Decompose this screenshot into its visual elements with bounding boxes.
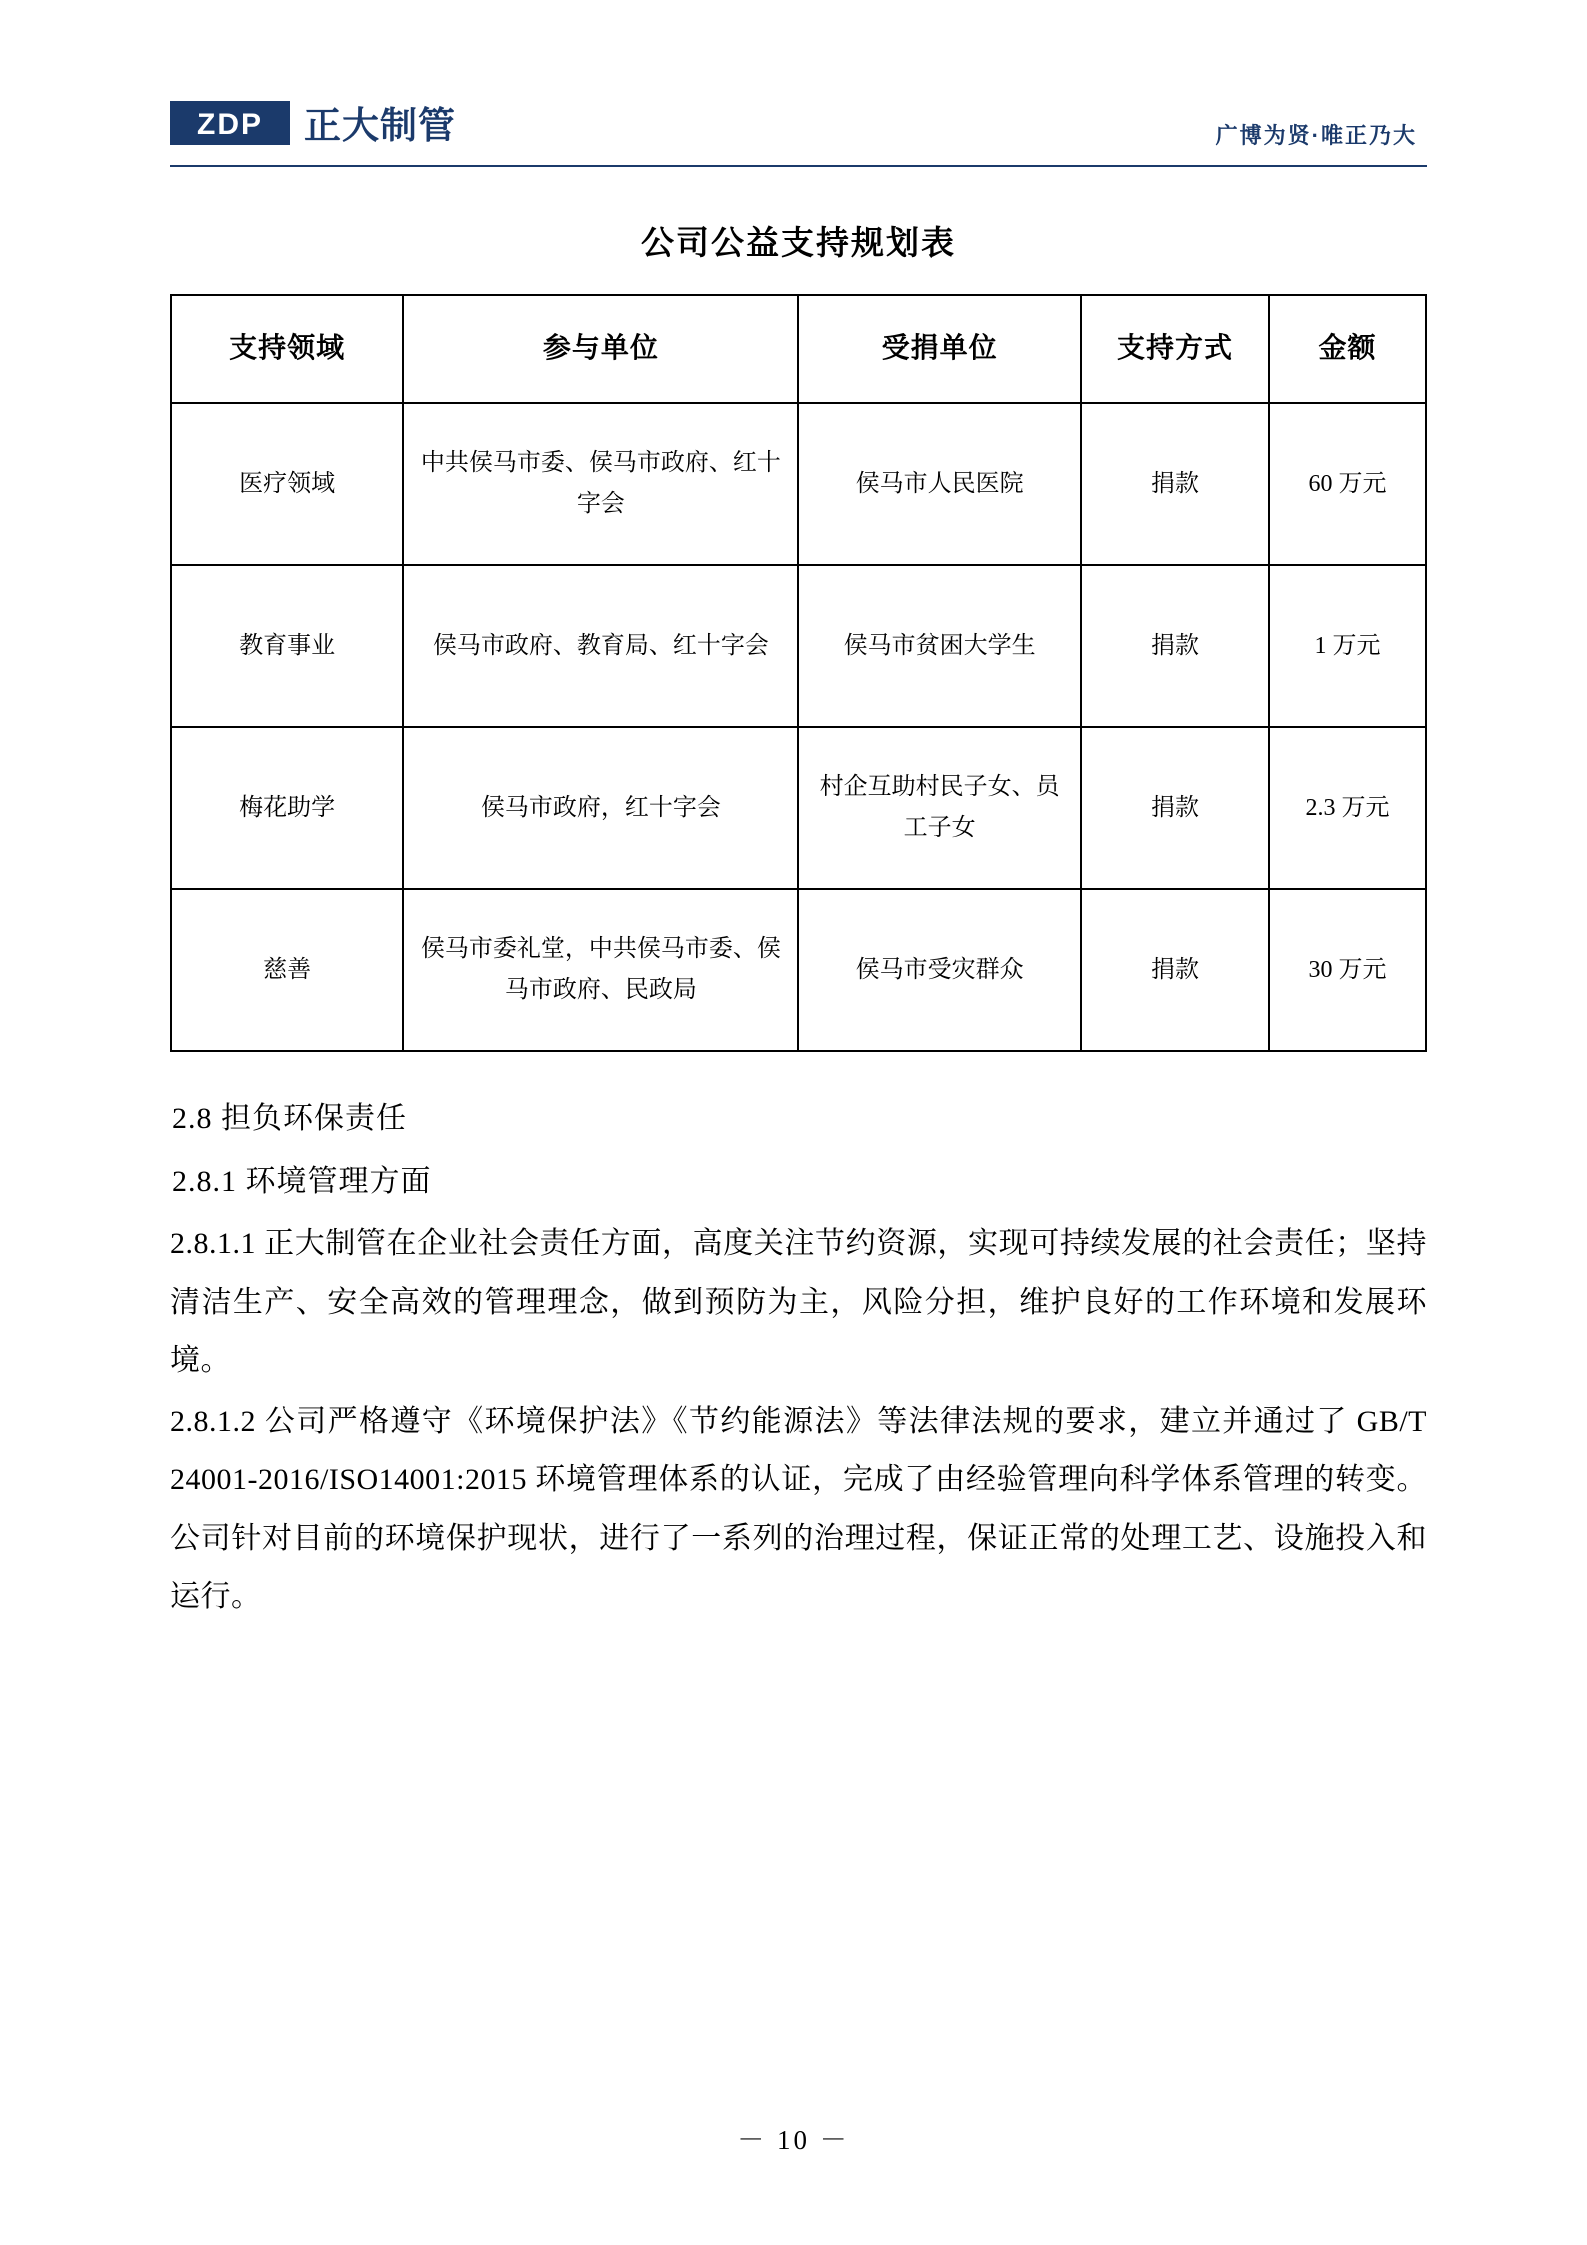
paragraph-2-8-1-2: 2.8.1.2 公司严格遵守《环境保护法》《节约能源法》等法律法规的要求，建立并通过了 GB/T 24001-2016/ISO14001:2015 环境管理体系的认证，完成了由经验管理向科学体系管理的转变。公司针对目前的环境保护现状，进行了一系列的治理过程，保证正常的处理工艺、设施投入和运行。 — [170, 1404, 1427, 1613]
table-row — [171, 403, 1426, 565]
cell-participants: 侯马市政府、教育局、红十字会 — [403, 565, 798, 727]
cell-field: 教育事业 — [171, 565, 403, 727]
cell-amount: 1 万元 — [1269, 565, 1426, 727]
cell-amount: 2.3 万元 — [1269, 727, 1426, 889]
cell-participants: 侯马市委礼堂，中共侯马市委、侯马市政府、民政局 — [403, 889, 798, 1051]
section-heading: 2.8 担负环保责任 — [172, 1102, 407, 1135]
company-name: 正大制管 — [304, 105, 456, 146]
cell-amount: 30 万元 — [1269, 889, 1426, 1051]
cell-method: 捐款 — [1081, 727, 1269, 889]
column-header-method: 支持方式 — [1081, 295, 1269, 403]
column-header-participants: 参与单位 — [403, 295, 798, 403]
svg-text:ZDP: ZDP — [197, 108, 263, 141]
cell-method: 捐款 — [1081, 565, 1269, 727]
cell-amount: 60 万元 — [1269, 403, 1426, 565]
zdp-logo-icon — [170, 101, 290, 150]
column-header-recipient: 受捐单位 — [798, 295, 1080, 403]
subsection-heading: 2.8.1 环境管理方面 — [172, 1164, 432, 1198]
public-welfare-plan-table — [170, 294, 1427, 1052]
company-logo — [170, 101, 456, 150]
header-divider — [170, 165, 1427, 167]
body-content — [170, 1090, 1427, 1627]
cell-method: 捐款 — [1081, 403, 1269, 565]
page-title: 公司公益支持规划表 — [641, 226, 956, 262]
cell-field: 医疗领域 — [171, 403, 403, 565]
cell-recipient: 侯马市受灾群众 — [798, 889, 1080, 1051]
paragraph-2-8-1-1: 2.8.1.1 正大制管在企业社会责任方面，高度关注节约资源，实现可持续发展的社会责任；坚持清洁生产、安全高效的管理理念，做到预防为主，风险分担，维护良好的工作环境和发展环境。 — [170, 1227, 1427, 1377]
table-row — [171, 889, 1426, 1051]
table-row — [171, 727, 1426, 889]
cell-recipient: 侯马市人民医院 — [798, 403, 1080, 565]
company-slogan: 广博为贤·唯正乃大 — [1215, 123, 1417, 148]
cell-recipient: 侯马市贫困大学生 — [798, 565, 1080, 727]
cell-recipient: 村企互助村民子女、员工子女 — [798, 727, 1080, 889]
table-row — [171, 565, 1426, 727]
page-header — [170, 95, 1427, 173]
page-number: － 10 － — [737, 2125, 850, 2155]
cell-field: 梅花助学 — [171, 727, 403, 889]
table-header-row — [171, 295, 1426, 403]
cell-participants: 侯马市政府，红十字会 — [403, 727, 798, 889]
cell-method: 捐款 — [1081, 889, 1269, 1051]
column-header-amount: 金额 — [1269, 295, 1426, 403]
cell-participants: 中共侯马市委、侯马市政府、红十字会 — [403, 403, 798, 565]
cell-field: 慈善 — [171, 889, 403, 1051]
column-header-field: 支持领域 — [171, 295, 403, 403]
